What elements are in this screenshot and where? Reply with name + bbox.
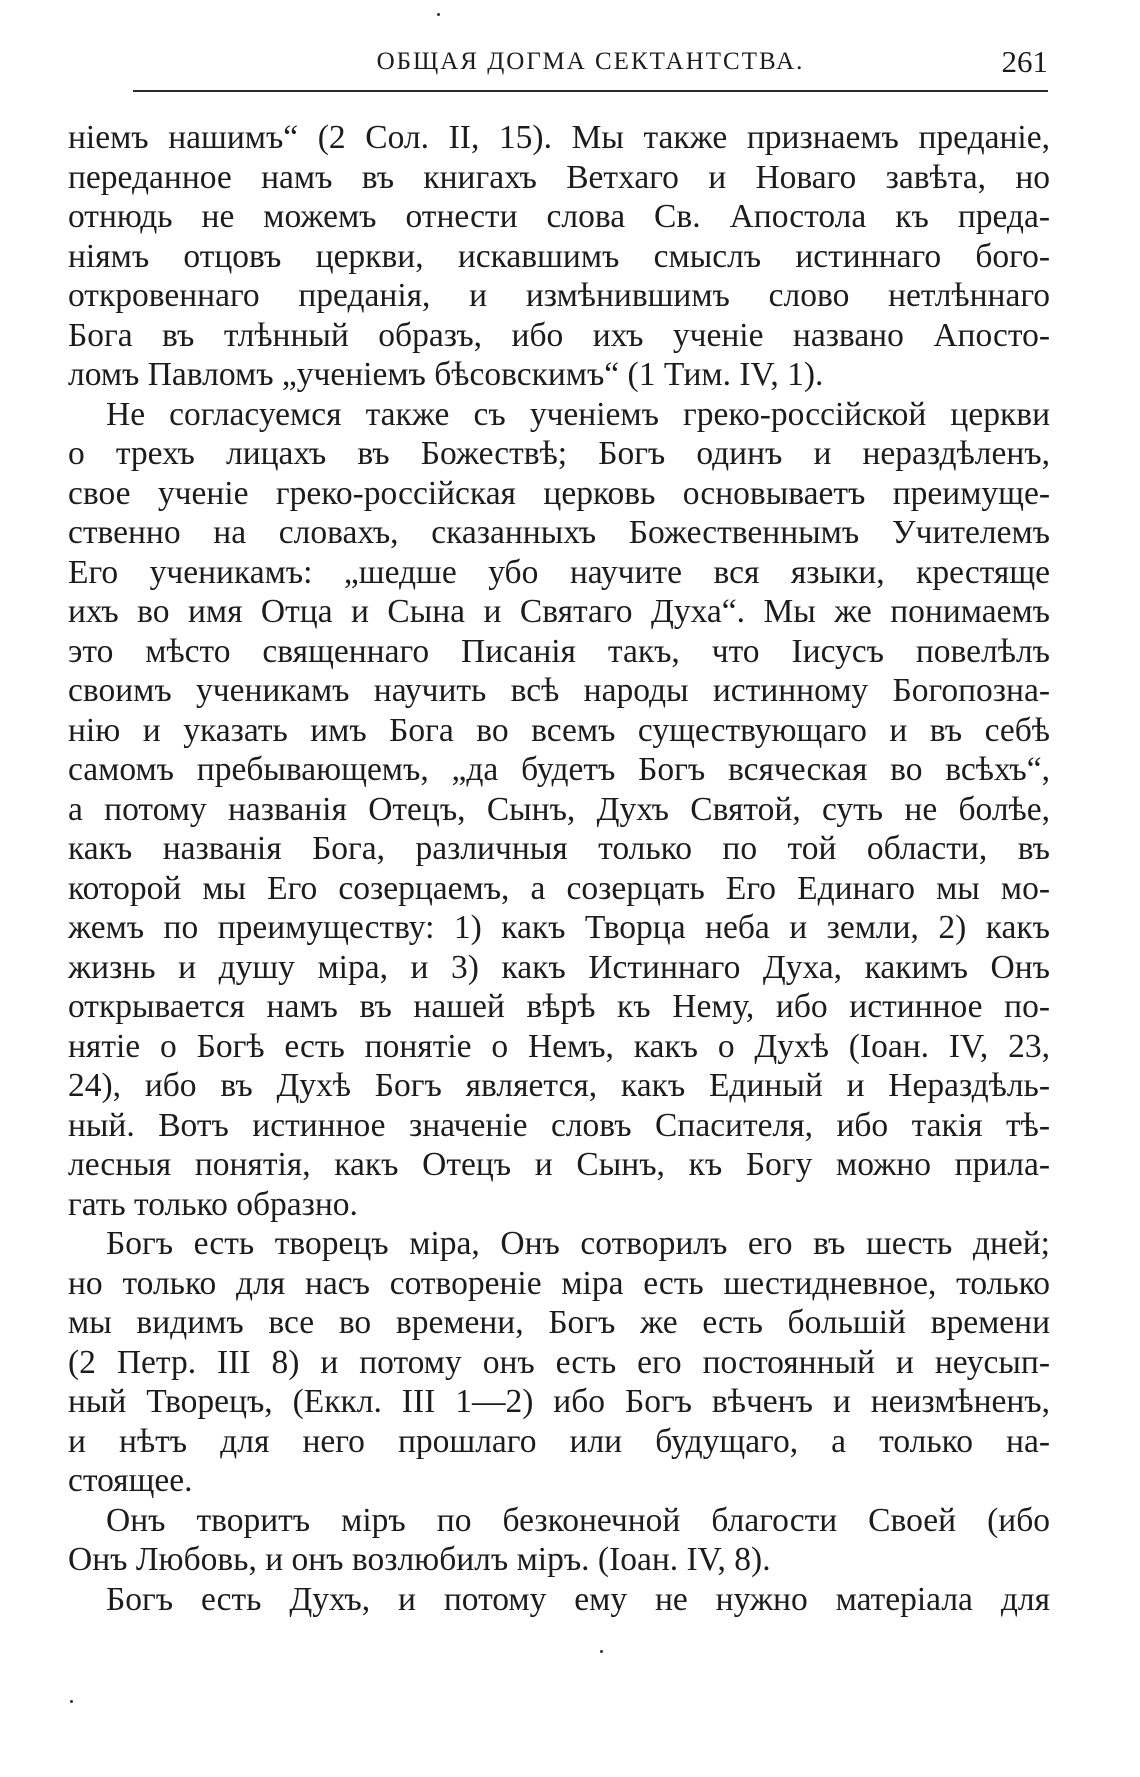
text-line: о трехъ лицахъ въ Божествѣ; Богъ одинъ и нераздѣленъ, [68,435,1050,472]
text-line: но только для насъ сотвореніе міра есть шестидневное, только [68,1264,1050,1302]
text-line: своимъ ученикамъ научить всѣ народы истинному Богопозна- [68,672,1050,709]
print-speck [70,1700,73,1703]
text-line: и нѣтъ для него прошлаго или будущаго, а только на- [68,1422,1050,1460]
print-speck [600,1650,603,1653]
text-line: нію и указать имъ Бога во всемъ существующаго и въ себѣ [68,711,1050,749]
text-line: открывается намъ въ нашей вѣрѣ къ Нему, ибо истинное по- [68,988,1050,1025]
text-line: стоящее. [68,1462,193,1499]
text-line: 24), ибо въ Духѣ Богъ является, какъ Единый и Нераздѣль- [68,1067,1050,1104]
print-speck [437,13,440,16]
text-line: какъ названія Бога, различныя только по той области, въ [68,830,1050,867]
text-line: нятіе о Богѣ есть понятіе о Немъ, какъ о Духѣ (Іоан. IV, 23, [68,1027,1050,1065]
text-line: отнюдь не можемъ отнести слова Св. Апостола къ преда- [68,198,1050,235]
page-number: 261 [1001,44,1048,79]
text-line: мы видимъ все во времени, Богъ же есть большій времени [68,1304,1050,1341]
text-line: ніямъ отцовъ церкви, искавшимъ смыслъ истиннаго бого- [68,237,1050,275]
text-line: а потому названія Отецъ, Сынъ, Духъ Святой, суть не болѣе, [68,790,1050,828]
text-line: ніемъ нашимъ“ (2 Сол. II, 15). Мы также признаемъ преданіе, [68,119,1050,156]
text-line: Онъ Любовь, и онъ возлюбилъ міръ. (Іоан. IV, 8). [68,1541,771,1578]
text-line: Богъ есть Духъ, и потому ему не нужно матеріала для [106,1580,1050,1618]
text-line: (2 Петр. III 8) и потому онъ есть его постоянный и неусып- [68,1343,1050,1381]
text-line: самомъ пребывающемъ, „да будетъ Богъ всяческая во всѣхъ“, [68,751,1050,788]
text-line: ломъ Павломъ „ученіемъ бѣсовскимъ“ (1 Тим. IV, 1). [68,356,824,393]
running-title: ОБЩАЯ ДОГМА СЕКТАНТСТВА. [376,48,805,75]
text-line: свое ученіе греко-россійская церковь основываетъ преимуще- [68,474,1050,512]
text-line: ный. Вотъ истинное значеніе словъ Спасителя, ибо такія тѣ- [68,1106,1050,1144]
text-line: Не согласуемся также съ ученіемъ греко-россійской церкви [106,395,1050,433]
text-line: гать только образно. [68,1185,358,1223]
text-line: ихъ во имя Отца и Сына и Святаго Духа“. Мы же понимаемъ [68,593,1050,630]
running-head [133,44,1048,84]
text-line: лесныя понятія, какъ Отецъ и Сынъ, къ Богу можно прила- [68,1146,1050,1183]
body-text [68,118,1050,1619]
header-rule [133,90,1048,92]
text-line: ный Творецъ, (Еккл. III 1—2) ибо Богъ вѣченъ и неизмѣненъ, [68,1383,1050,1420]
text-line: жизнь и душу міра, и 3) какъ Истиннаго Духа, какимъ Онъ [68,948,1050,986]
text-line: Богъ есть творецъ міра, Онъ сотворилъ его въ шесть дней; [106,1225,1050,1262]
text-line: Его ученикамъ: „шедше убо научите вся языки, крестяще [68,553,1050,591]
text-line: откровеннаго преданія, и измѣнившимъ слово нетлѣннаго [68,277,1050,314]
text-line: которой мы Его созерцаемъ, а созерцать Его Единаго мы мо- [68,869,1050,907]
text-line: жемъ по преимуществу: 1) какъ Творца неба и земли, 2) какъ [68,909,1050,946]
text-line: это мѣсто священнаго Писанія такъ, что Іисусъ повелѣлъ [68,632,1050,670]
text-line: Бога въ тлѣнный образъ, ибо ихъ ученіе названо Апосто- [68,316,1050,354]
text-line: переданное намъ въ книгахъ Ветхаго и Новаго завѣта, но [68,158,1050,196]
text-line: Онъ творитъ міръ по безконечной благости Своей (ибо [106,1501,1050,1539]
text-line: ственно на словахъ, сказанныхъ Божественнымъ Учителемъ [68,514,1050,551]
